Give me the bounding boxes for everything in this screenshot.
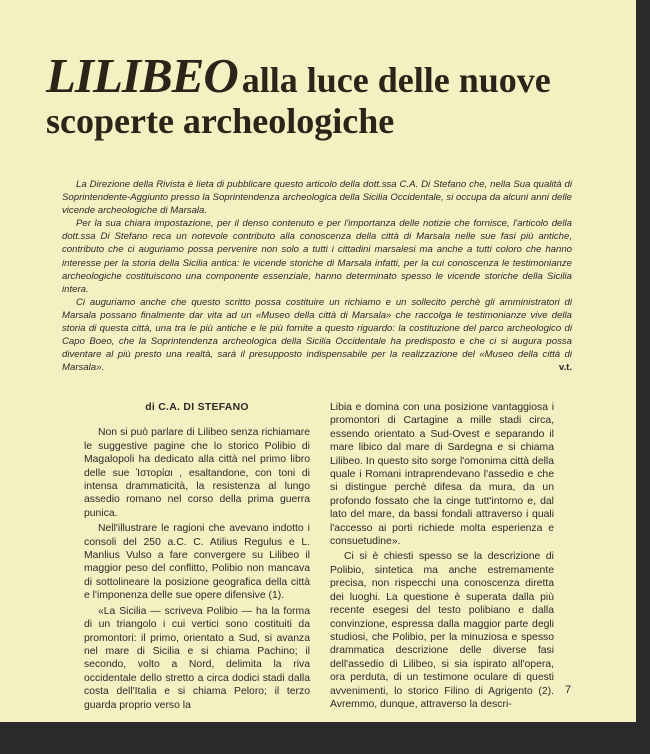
body-paragraph: Libia e domina con una posizione vantaggiosa i promontori di Cartagine a mille stadi circa, essendo orientato a Sud-Ovest e separando il mare libico dal mare di Sardegna e si chiama Lilibeo. In questo sito sorge l'omonima città della quale i Romani intraprendevano l'assedio e che si distingue perchè difesa da mura, da un profondo fossato che la cinge tutt'intorno e, dal lato del mare, da bassi fondali attraverso i quali l'accesso ai porti richiede molta esperienza e consuetudine». <box>330 402 554 548</box>
page-number: 7 <box>565 684 572 696</box>
intro-signature: v.t. <box>558 362 572 374</box>
body-paragraph: Non si può parlare di Lilibeo senza richiamare le suggestive pagine che lo storico Polibio di Magalopoli ha dedicato alla città nel primo libro delle sue Ἱστορίαι , esaltandone, con toni di intensa drammaticità, la resistenza al lungo assedio romano nel corso della prima guerra punica. <box>84 427 310 519</box>
right-column <box>330 401 554 713</box>
left-column <box>84 401 310 714</box>
title-main: LILIBEO <box>46 48 238 103</box>
body-paragraph: Nell'illustrare le ragioni che avevano indotto i consoli del 250 a.C. C. Atilius Regulus e L. Manlius Vulso a fare convergere su Lilibeo il maggior peso del conflitto, Polibio non mancava di sottolineare la posizione geografica della città e l'imponenza delle sue opere difensive (1). <box>84 523 310 602</box>
title-rest: alla luce delle nuove <box>241 60 551 100</box>
intro-paragraph: La Direzione della Rivista è lieta di pubblicare questo articolo della dott.ssa C.A. Di Stefano che, nella Sua qualità di Soprintendente-Aggiunto presso la Soprintendenza archeologica della Sicilia Occidentale, si occupa da alcuni anni delle vicende archeologiche di Marsala. <box>62 179 572 217</box>
article-title <box>46 50 606 141</box>
editorial-intro <box>62 178 572 375</box>
intro-paragraph: Per la sua chiara impostazione, per il denso contenuto e per l'importanza delle notizie che fornisce, l'articolo della dott.ssa Di Stefano reca un notevole contributo alla conoscenza della città di Marsala nelle sue fasi più antiche, contributo che ci auguriamo possa pervenire non solo a tutti i cittadini marsalesi ma anche a tutti coloro che hanno interesse per la storia della Sicilia antica: le vicende storiche di Marsala infatti, per la cui conoscenza le testimonianze archeologiche costituiscono una componente essenziale, hanno determinato spesso le vicende storiche della Sicilia intera. <box>62 218 572 295</box>
intro-paragraph: Ci auguriamo anche che questo scritto possa costituire un richiamo e un sollecito perchè gli amministratori di Marsala possano finalmente dar vita ad un «Museo della città di Marsala» che raccolga le testimonianze vive della storia di questa città, una tra le più antiche e le più fornite a questo riguardo: la costituzione del parco archeologico di Capo Boeo, che la Soprintendenza archeologica della Sicilia Occidentale ha predisposto e che ci si augura possa diventare al più presto una realtà, sarà il presupposto indispensabile per la realizzazione del «Museo della città di Marsala». <box>62 296 572 374</box>
body-paragraph: «La Sicilia — scriveva Polibio — ha la forma di un triangolo i cui vertici sono costituiti da promontori: il primo, orientato a Sud, si avanza nel mare di Sicilia e si chiama Pachino; il secondo, volto a Nord, delimita la riva occidentale dello stretto a circa dodici stadi dalla costa dell'Italia e si chiama Peloro; il terzo guarda proprio verso la <box>84 605 310 711</box>
body-paragraph: Ci si è chiesti spesso se la descrizione di Polibio, sintetica ma anche estremamente precisa, non rispecchi una conoscenza diretta dei luoghi. La questione è superata dalla più recente esegesi del testo polibiano e dalla convinzione, espressa dalla maggior parte degli studiosi, che Polibio, per la minuziosa e spesso drammatica descrizione delle diverse fasi dell'assedio di Lilibeo, si sia ispirato all'opera, ora perduta, di un testimone oculare di questi avvenimenti, lo storico Filino di Agrigento (2). Avremmo, dunque, attraverso la descri- <box>330 551 554 710</box>
author-byline: di C.A. DI STEFANO <box>145 402 249 413</box>
title-line2: scoperte archeologiche <box>46 101 395 142</box>
